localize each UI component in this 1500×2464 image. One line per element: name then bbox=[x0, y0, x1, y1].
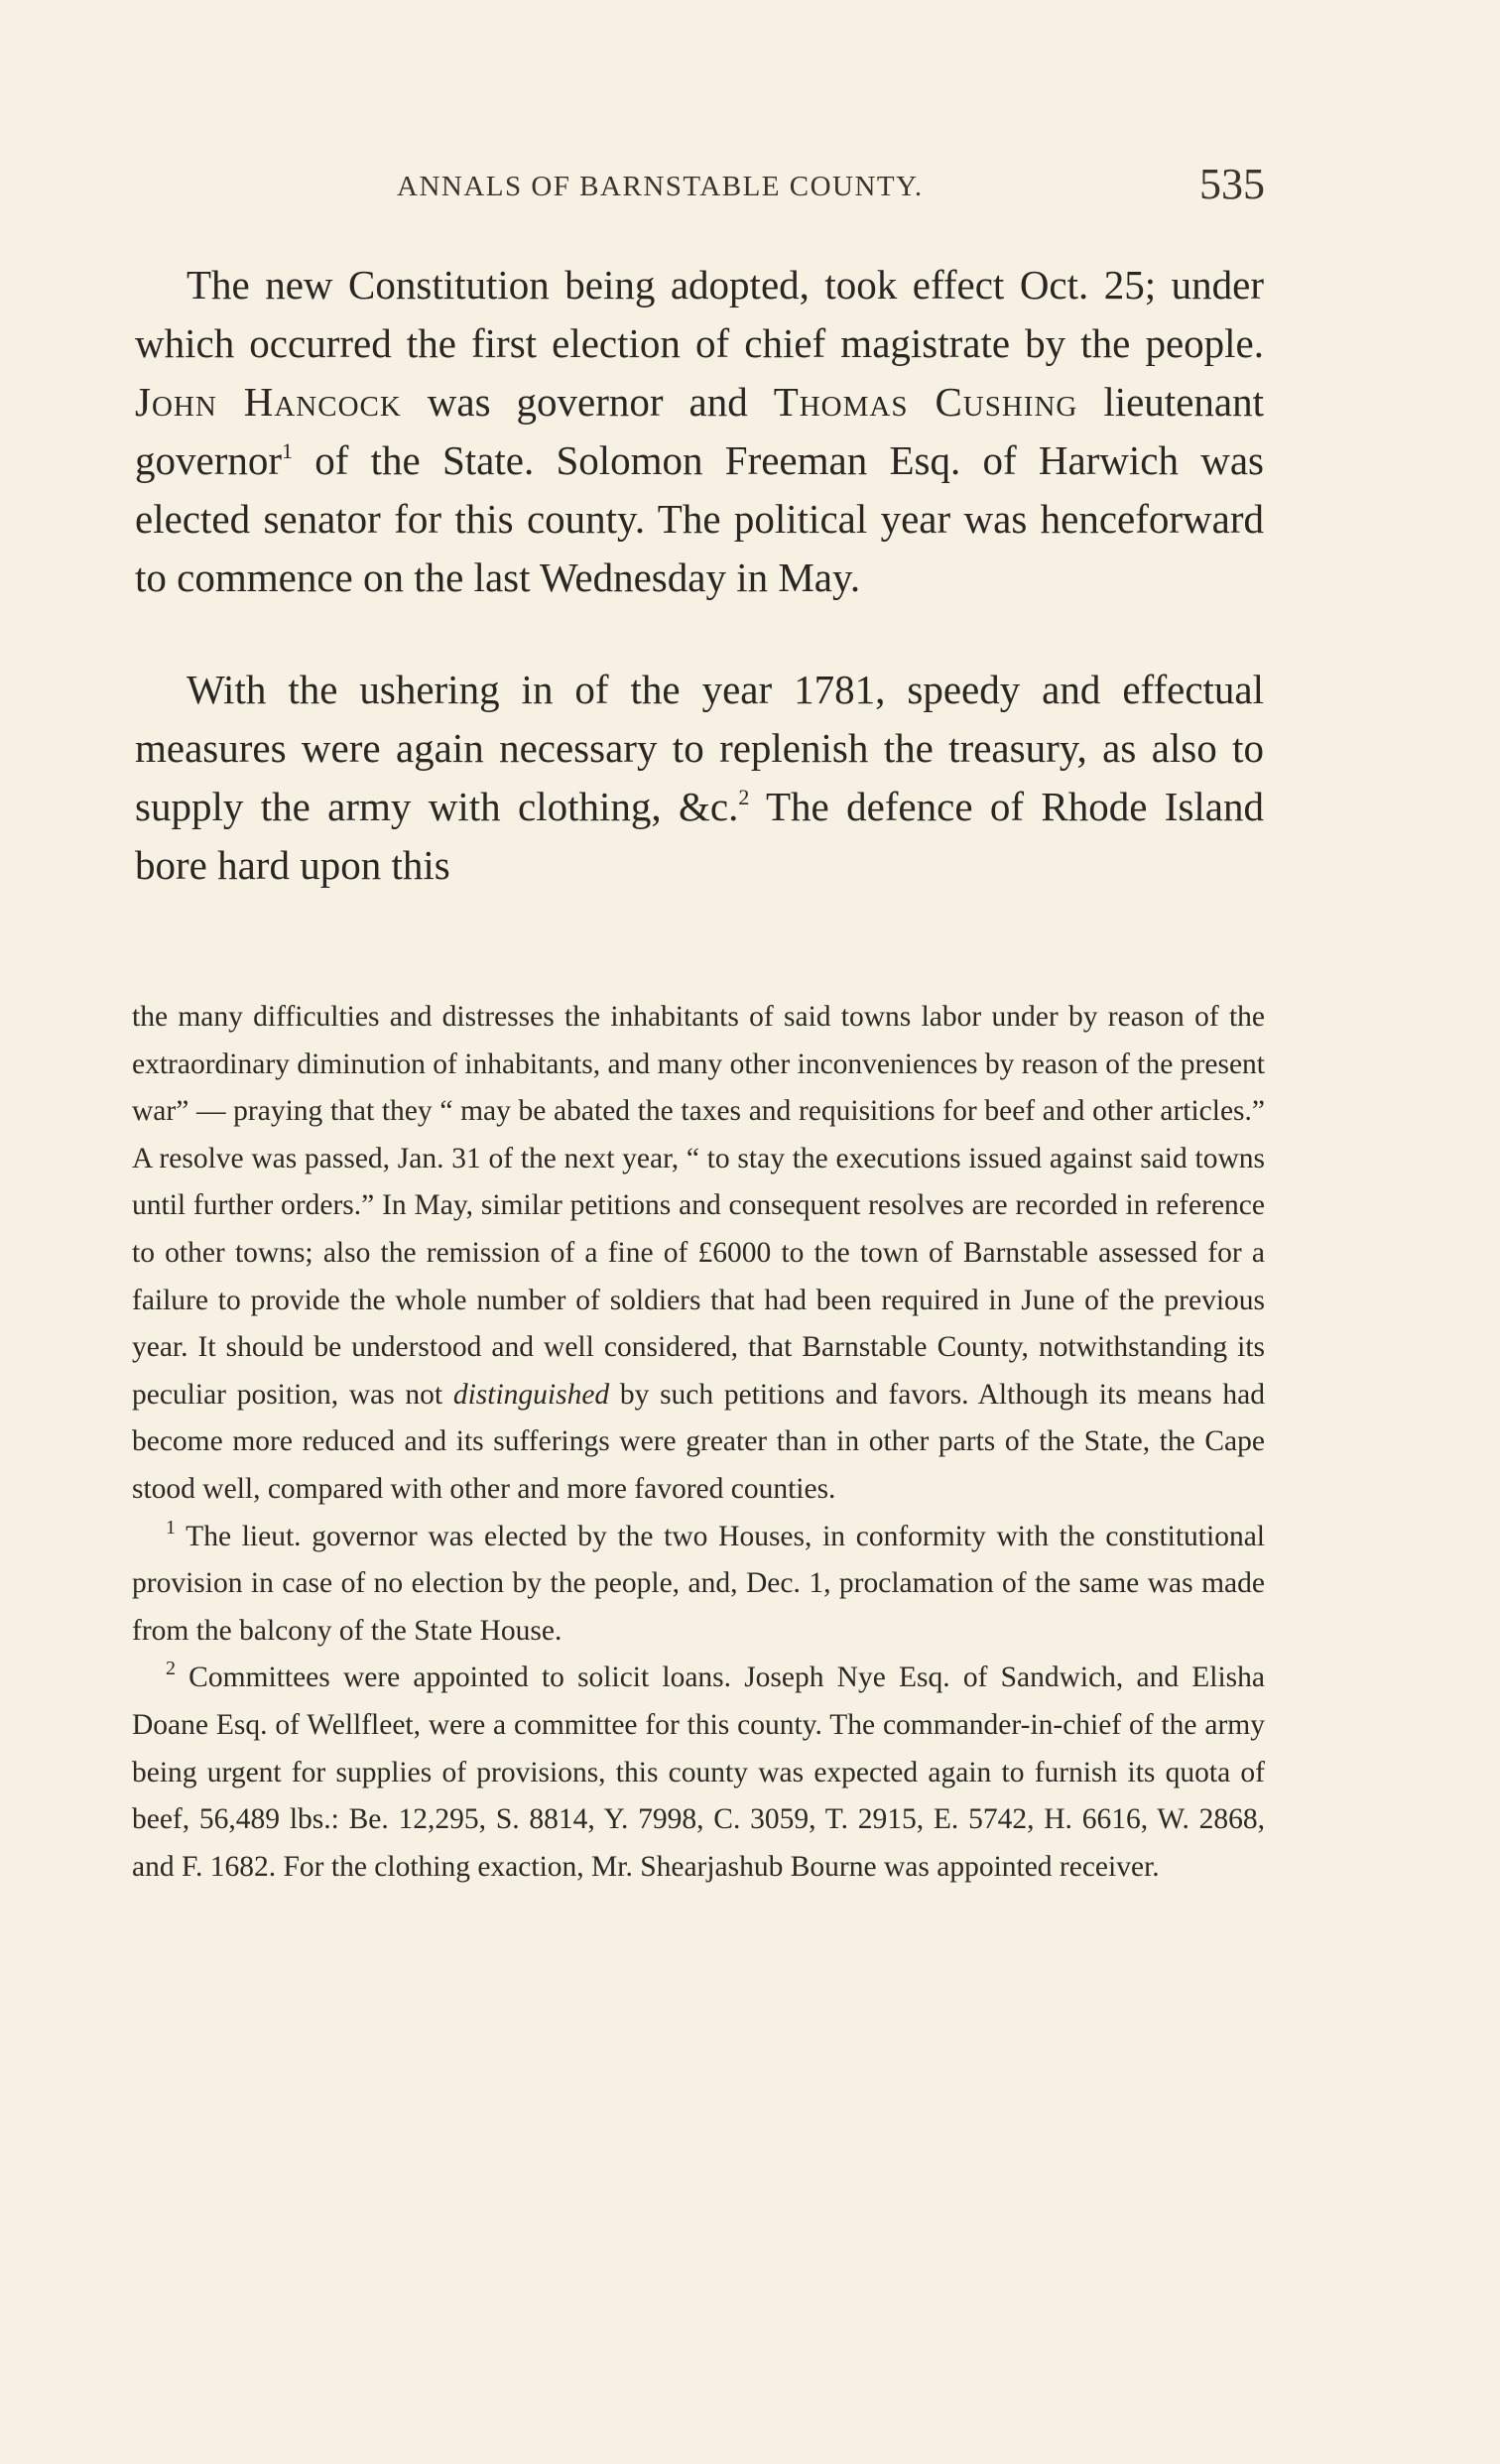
running-head bbox=[397, 159, 1265, 218]
footnote-1-text: The lieut. governor was elected by the two Houses, in conformity with the constitutional provision in case of no election by the people, and, Dec. 1, proclamation of the same was made from the balcony of the State House. bbox=[132, 1520, 1265, 1647]
footnote-2 bbox=[132, 1655, 1265, 1891]
paragraph-1-text-c: lieutenant governor bbox=[135, 379, 1264, 483]
paragraph-constitution bbox=[135, 256, 1264, 607]
name-thomas-cushing: Thomas Cushing bbox=[773, 379, 1078, 425]
paragraph-2-text-a: With the ushering in of the year 1781, speedy and effectual measures were again necessary to replenish the treasury, as also to supply the army with clothing, &c. bbox=[135, 667, 1264, 829]
running-title: ANNALS OF BARNSTABLE COUNTY. bbox=[397, 171, 924, 202]
footnote-continued-text-a: the many difficulties and distresses the inhabitants of said towns labor under by reason of the extraordinary diminution of inhabitants, and many other inconveniences by reason of the present war” — praying that they “ may be abated the taxes and requisitions for beef and other articles.” A resolve was passed, Jan. 31 of the next year, “ to stay the executions issued against said towns until further orders.” In May, similar petitions and consequent resolves are recorded in reference to other towns; also the remission of a fine of £6000 to the town of Barnstable assessed for a failure to provide the whole number of soldiers that had been required in June of the previous year. It should be understood and well considered, that Barnstable County, notwithstanding its peculiar position, was not bbox=[132, 1001, 1265, 1411]
page-number: 535 bbox=[1199, 160, 1265, 208]
main-text bbox=[135, 256, 1264, 895]
paragraph-2-text-b: The defence of Rhode Island bore hard upon this bbox=[135, 784, 1264, 888]
footnote-continued-text-b: by such petitions and favors. Although its means had become more reduced and its sufferings were greater than in other parts of the State, the Cape stood well, compared with other and more favored counties. bbox=[132, 1378, 1265, 1505]
footnote-ref-1: 1 bbox=[282, 438, 294, 463]
footnote-ref-2: 2 bbox=[738, 785, 750, 809]
footnotes bbox=[132, 994, 1265, 1891]
footnote-2-marker: 2 bbox=[166, 1658, 176, 1680]
paragraph-1-text-a: The new Constitution being adopted, took effect Oct. 25; under which occurred the first election of chief magistrate by the people. bbox=[135, 262, 1264, 366]
paragraph-1-text-d: of the State. Solomon Freeman Esq. of Harwich was elected senator for this county. The political year was henceforward to commence on the last Wednesday in May. bbox=[135, 437, 1264, 600]
footnote-1 bbox=[132, 1514, 1265, 1656]
paragraph-1781 bbox=[135, 661, 1264, 895]
name-john-hancock: John Hancock bbox=[135, 379, 402, 425]
paragraph-1-text-b: was governor and bbox=[401, 379, 774, 425]
footnote-continued bbox=[132, 994, 1265, 1514]
footnote-2-text: Committees were appointed to solicit loans. Joseph Nye Esq. of Sandwich, and Elisha Doane Esq. of Wellfleet, were a committee for this county. The commander-in-chief of the army being urgent for supplies of provisions, this county was expected again to furnish its quota of beef, 56,489 lbs.: Be. 12,295, S. 8814, Y. 7998, C. 3059, T. 2915, E. 5742, H. 6616, W. 2868, and F. 1682. For the clothing exaction, Mr. Shearjashub Bourne was appointed receiver. bbox=[132, 1662, 1265, 1883]
italic-distinguished: distinguished bbox=[452, 1378, 610, 1411]
footnote-1-marker: 1 bbox=[166, 1516, 176, 1539]
